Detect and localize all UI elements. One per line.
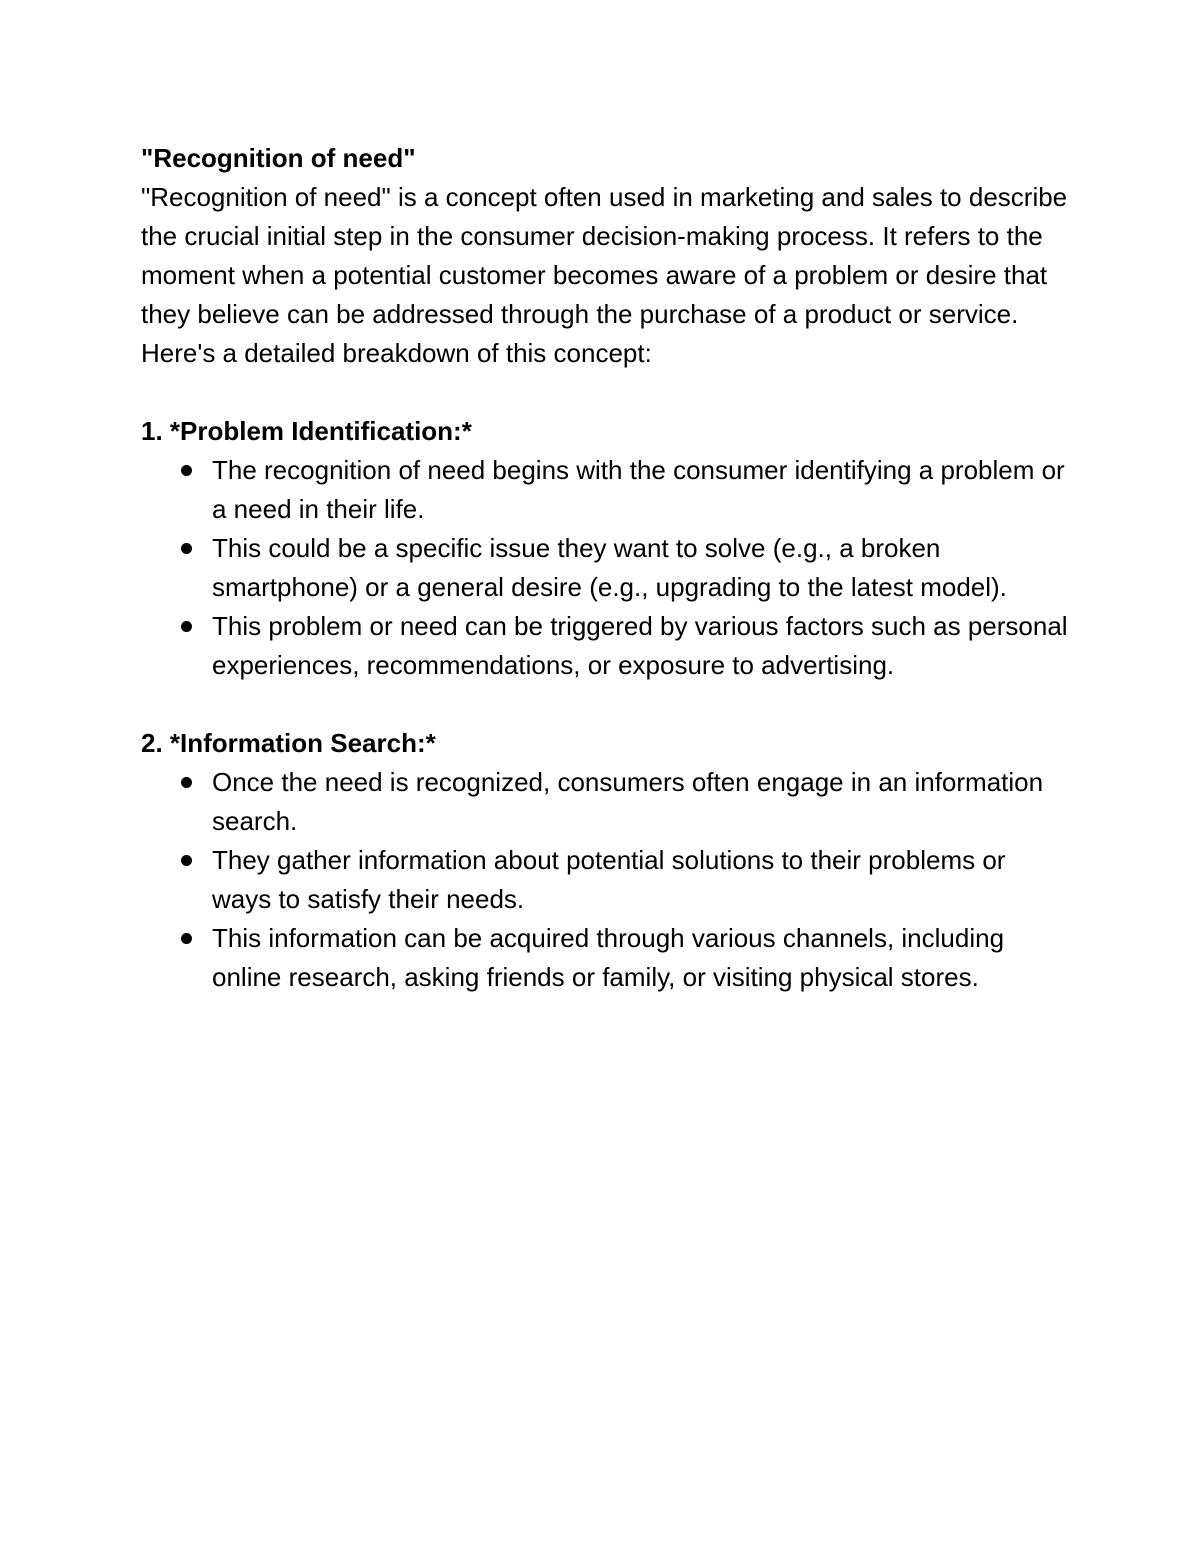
bullet-icon <box>181 855 192 866</box>
document-page <box>141 139 1071 997</box>
document-title: "Recognition of need" <box>141 143 416 173</box>
section-information-search <box>141 724 1071 997</box>
bullet-text: This could be a specific issue they want to solve (e.g., a broken smartphone) or a general desire (e.g., upgrading to the latest model). <box>212 533 1007 602</box>
bullet-icon <box>181 777 192 788</box>
list-item <box>141 607 1071 685</box>
section-problem-identification <box>141 412 1071 685</box>
bullet-icon <box>181 465 192 476</box>
intro-paragraph: "Recognition of need" is a concept often used in marketing and sales to describe the crucial initial step in the consumer decision-making process. It refers to the moment when a potential customer becomes aware of a problem or desire that they believe can be addressed through the purchase of a product or service. Here's a detailed breakdown of this concept: <box>141 182 1068 368</box>
bullet-icon <box>181 621 192 632</box>
section-heading: 2. *Information Search:* <box>141 728 436 758</box>
list-item <box>141 529 1071 607</box>
list-item <box>141 841 1071 919</box>
section-heading: 1. *Problem Identification:* <box>141 416 472 446</box>
bullet-text: This information can be acquired through various channels, including online research, asking friends or family, or visiting physical stores. <box>212 923 1005 992</box>
bullet-list <box>141 451 1071 685</box>
bullet-text: The recognition of need begins with the consumer identifying a problem or a need in their life. <box>212 455 1065 524</box>
bullet-text: This problem or need can be triggered by various factors such as personal experiences, recommendations, or exposure to advertising. <box>212 611 1068 680</box>
list-item <box>141 919 1071 997</box>
bullet-list <box>141 763 1071 997</box>
list-item <box>141 763 1071 841</box>
bullet-icon <box>181 933 192 944</box>
bullet-text: Once the need is recognized, consumers often engage in an information search. <box>212 767 1044 836</box>
bullet-text: They gather information about potential solutions to their problems or ways to satisfy their needs. <box>212 845 1006 914</box>
list-item <box>141 451 1071 529</box>
bullet-icon <box>181 543 192 554</box>
